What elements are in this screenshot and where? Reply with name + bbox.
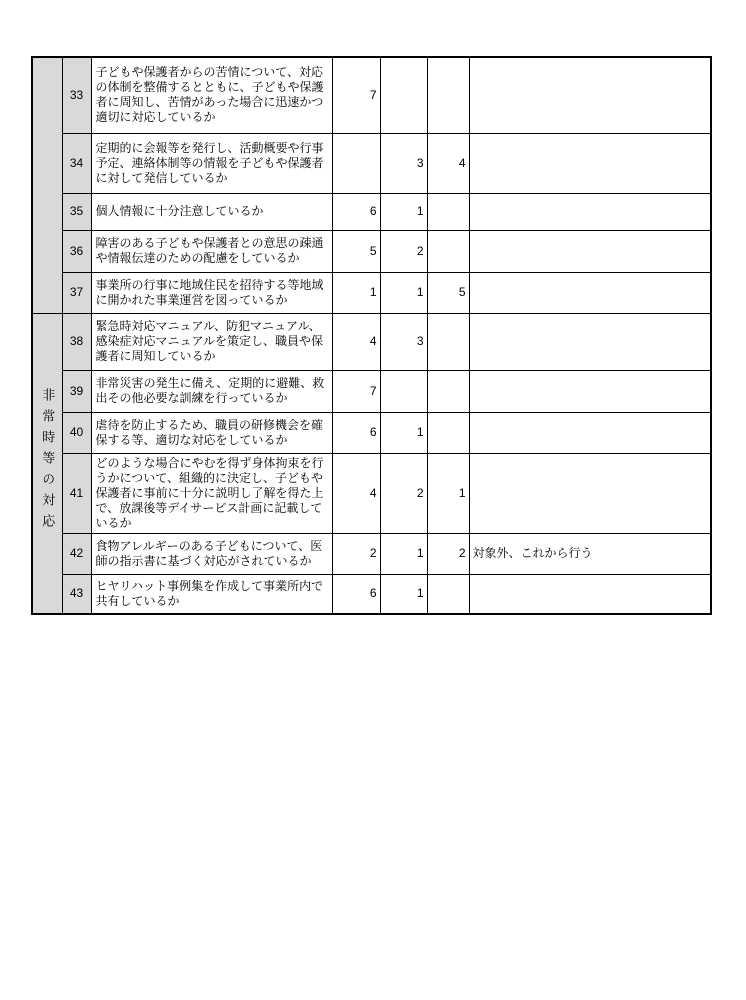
question-text: 個人情報に十分注意しているか [91,193,332,230]
score-col1: 6 [332,412,380,453]
score-col1: 2 [332,533,380,574]
comment-cell [469,370,711,412]
score-col2: 2 [380,230,427,272]
item-number: 40 [62,412,91,453]
score-col3 [427,574,469,614]
score-col3 [427,412,469,453]
score-col3: 4 [427,133,469,193]
question-text: 緊急時対応マニュアル、防犯マニュアル、感染症対応マニュアルを策定し、職員や保護者に周知しているか [91,313,332,370]
score-col1: 4 [332,453,380,533]
item-number: 36 [62,230,91,272]
score-col3 [427,57,469,133]
question-text: 食物アレルギーのある子どもについて、医師の指示書に基づく対応がされているか [91,533,332,574]
table-row [32,230,711,272]
category-cell-blank [32,57,62,313]
score-col2: 1 [380,533,427,574]
score-col2 [380,57,427,133]
question-text: どのような場合にやむを得ず身体拘束を行うかについて、組織的に決定し、子どもや保護者に事前に十分に説明し了解を得た上で、放課後等デイサービス計画に記載しているか [91,453,332,533]
question-text: 非常災害の発生に備え、定期的に避難、救出その他必要な訓練を行っているか [91,370,332,412]
question-text: ヒヤリハット事例集を作成して事業所内で共有しているか [91,574,332,614]
score-col2: 3 [380,133,427,193]
score-col1: 4 [332,313,380,370]
comment-cell [469,272,711,313]
table-row [32,272,711,313]
comment-cell [469,453,711,533]
table-row [32,453,711,533]
item-number: 42 [62,533,91,574]
item-number: 39 [62,370,91,412]
table-row [32,412,711,453]
question-text: 事業所の行事に地域住民を招待する等地域に開かれた事業運営を図っているか [91,272,332,313]
item-number: 35 [62,193,91,230]
question-text: 障害のある子どもや保護者との意思の疎通や情報伝達のための配慮をしているか [91,230,332,272]
item-number: 38 [62,313,91,370]
table-row [32,57,711,133]
question-text: 定期的に会報等を発行し、活動概要や行事予定、連絡体制等の情報を子どもや保護者に対して発信しているか [91,133,332,193]
comment-cell [469,57,711,133]
comment-cell [469,230,711,272]
comment-cell: 対象外、これから行う [469,533,711,574]
table-row [32,313,711,370]
score-col2: 3 [380,313,427,370]
table-row [32,574,711,614]
evaluation-table [31,56,712,615]
item-number: 41 [62,453,91,533]
score-col3 [427,313,469,370]
comment-cell [469,574,711,614]
score-col3 [427,230,469,272]
table-row [32,370,711,412]
score-col3: 1 [427,453,469,533]
score-col2: 1 [380,412,427,453]
table-row [32,533,711,574]
score-col1: 1 [332,272,380,313]
table-row [32,193,711,230]
score-col2: 2 [380,453,427,533]
category-cell-emergency [32,313,62,614]
score-col2 [380,370,427,412]
question-text: 虐待を防止するため、職員の研修機会を確保する等、適切な対応をしているか [91,412,332,453]
score-col2: 1 [380,574,427,614]
score-col1: 7 [332,370,380,412]
item-number: 34 [62,133,91,193]
comment-cell [469,412,711,453]
score-col1: 6 [332,574,380,614]
score-col3: 5 [427,272,469,313]
score-col3: 2 [427,533,469,574]
table-row [32,133,711,193]
score-col3 [427,370,469,412]
item-number: 37 [62,272,91,313]
item-number: 33 [62,57,91,133]
score-col3 [427,193,469,230]
score-col1: 7 [332,57,380,133]
comment-cell [469,193,711,230]
comment-cell [469,313,711,370]
question-text: 子どもや保護者からの苦情について、対応の体制を整備するとともに、子どもや保護者に周知し、苦情があった場合に迅速かつ適切に対応しているか [91,57,332,133]
score-col2: 1 [380,272,427,313]
category-label: 非常時等の対応 [40,387,56,535]
comment-cell [469,133,711,193]
item-number: 43 [62,574,91,614]
score-col1 [332,133,380,193]
score-col2: 1 [380,193,427,230]
score-col1: 6 [332,193,380,230]
score-col1: 5 [332,230,380,272]
